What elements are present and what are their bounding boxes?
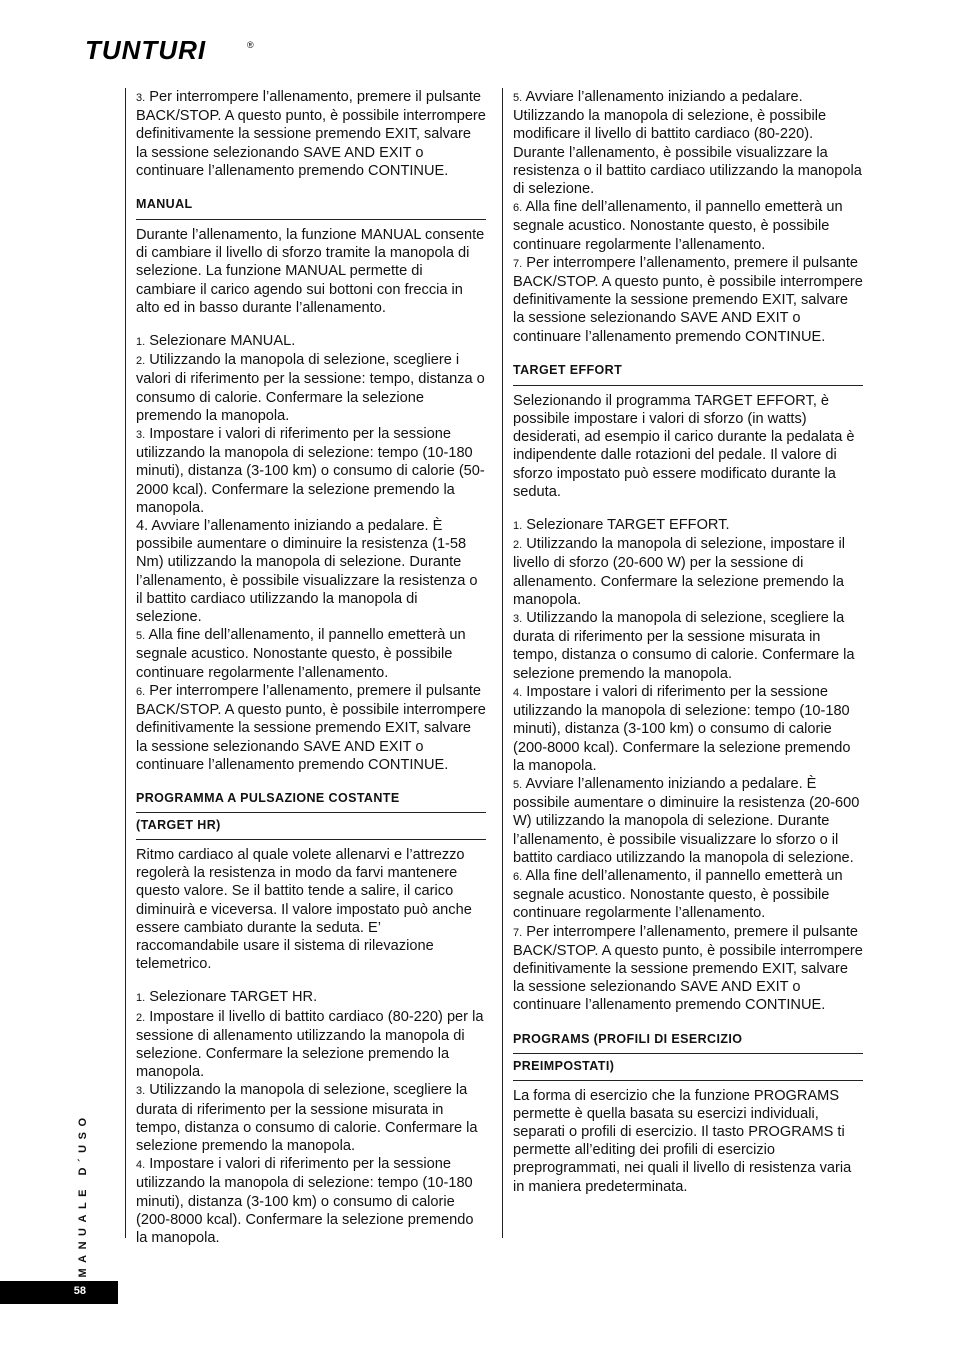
tunturi-logo: [85, 36, 260, 66]
numbered-step: [513, 609, 863, 683]
left-margin-rule: [125, 88, 126, 1238]
paragraph-spacer: [136, 317, 486, 332]
registered-mark: ®: [247, 40, 254, 50]
step-number: 5.: [513, 778, 523, 791]
numbered-step: [513, 88, 863, 198]
paragraph-text: Utilizzando la manopola di selezione, impostare il livello di sforzo (20-600 W) per la sessione di allenamento. Confermare la selezione premendo la manopola.: [513, 536, 846, 608]
body-paragraph: [513, 1087, 863, 1196]
body-paragraph: [513, 392, 863, 501]
side-label: [68, 1112, 98, 1278]
numbered-step: [136, 425, 486, 517]
numbered-step: [513, 516, 863, 535]
step-number: 6.: [513, 870, 523, 883]
numbered-step: [136, 351, 486, 425]
paragraph-text: Selezionando il programma TARGET EFFORT, è possibile impostare i valori di sforzo (in watts) desiderati, ad esempio il carico durante la pedalata è indipendente dalle rotazioni del pedale. Il valore di sforzo impostato può essere modificato durante la seduta.: [513, 392, 855, 500]
numbered-step: [136, 682, 486, 774]
paragraph-text: Impostare il livello di battito cardiaco (80-220) per la sessione di allenamento utilizzando la manopola di selezione. Confermare la selezione premendo la manopola.: [136, 1008, 484, 1081]
body-paragraph: [136, 226, 486, 317]
step-number: 7.: [513, 926, 523, 939]
paragraph-text: Impostare i valori di riferimento per la sessione utilizzando la manopola di selezione: tempo (10-180 minuti), distanza (3-100 km) o consumo di calorie (200-8000 kcal). Confermare la selezione premendo la manopola.: [136, 1156, 474, 1246]
numbered-step: [136, 88, 486, 180]
paragraph-spacer: [136, 973, 486, 988]
step-number: 4.: [513, 686, 523, 699]
numbered-step: [136, 1008, 486, 1082]
numbered-step: [513, 198, 863, 254]
step-number: 1.: [136, 992, 146, 1005]
step-number: 4.: [136, 1159, 146, 1172]
section-heading-line: PROGRAMMA A PULSAZIONE COSTANTE: [136, 774, 486, 813]
numbered-step: [136, 1155, 486, 1247]
section-heading-line: PREIMPOSTATI): [513, 1054, 863, 1081]
body-paragraph: [136, 846, 486, 973]
paragraph-text: Alla fine dell’allenamento, il pannello emetterà un segnale acustico. Nonostante questo, è possibile continuare regolarmente l’allenamento.: [136, 627, 466, 681]
section-heading: [136, 774, 486, 840]
step-number: 5.: [513, 92, 523, 104]
column-divider-rule: [502, 88, 503, 1238]
numbered-step: [513, 254, 863, 346]
step-number: 3.: [136, 429, 146, 442]
paragraph-text: Per interrompere l’allenamento, premere il pulsante BACK/STOP. A questo punto, è possibile interrompere definitivamente la sessione premendo EXIT, salvare la sessione selezionando SAVE AND EXIT o continuare l’allenamento premendo CONTINUE.: [513, 254, 863, 345]
paragraph-text: Avviare l’allenamento iniziando a pedalare. Utilizzando la manopola di selezione, è possibile modificare il livello di battito cardiaco (80-220). Durante l’allenamento, è possibile visualizzare la resistenza o il battito cardiaco utilizzando la manopola di selezione.: [513, 89, 862, 198]
section-heading: TARGET EFFORT: [513, 346, 863, 386]
step-number: 1.: [513, 520, 523, 533]
page-number: 58: [73, 1285, 86, 1297]
paragraph-text: Impostare i valori di riferimento per la sessione utilizzando la manopola di selezione: tempo (10-180 minuti), distanza (3-100 km) o consumo di calorie (50-2000 kcal). Confermare la selezione premendo la manopola.: [136, 426, 485, 516]
numbered-step: [513, 775, 863, 867]
step-number: 5.: [136, 630, 146, 643]
left-column: [136, 88, 486, 1247]
paragraph-text: Ritmo cardiaco al quale volete allenarvi e l’attrezzo regolerà la resistenza in modo da farvi mantenere questo valore. Se il battito tende a salire, il carico diminuirà e viceversa. Il valore impostato può anche essere cambiato durante la seduta. E’ raccomandabile usare il sistema di rilevazione telemetrico.: [136, 846, 472, 973]
numbered-step: [513, 683, 863, 775]
numbered-step: [513, 923, 863, 1015]
step-number: 2.: [513, 539, 523, 552]
numbered-step: [136, 1081, 486, 1155]
paragraph-text: Per interrompere l’allenamento, premere il pulsante BACK/STOP. A questo punto, è possibile interrompere definitivamente la sessione premendo EXIT, salvare la sessione selezionando SAVE AND EXIT o continuare l’allenamento premendo CONTINUE.: [136, 682, 486, 773]
paragraph-text: Utilizzando la manopola di selezione, scegliere la durata di riferimento per la sessione misurata in tempo, distanza o consumo di calorie. Confermare la selezione premendo la manopola.: [136, 1082, 478, 1154]
numbered-step: [513, 867, 863, 923]
paragraph-text: Selezionare TARGET HR.: [149, 989, 318, 1006]
step-number: 7.: [513, 257, 523, 270]
numbered-step: [513, 535, 863, 609]
step-number: 6.: [513, 202, 523, 215]
numbered-step: [136, 988, 486, 1007]
paragraph-text: Per interrompere l’allenamento, premere il pulsante BACK/STOP. A questo punto, è possibile interrompere definitivamente la sessione premendo EXIT, salvare la sessione selezionando SAVE AND EXIT o continuare l’allenamento premendo CONTINUE.: [513, 923, 863, 1014]
numbered-step: [136, 332, 486, 351]
paragraph-text: Avviare l’allenamento iniziando a pedalare. È possibile aumentare o diminuire la resistenza (20-600 W) utilizzando la manopola di selezione. Durante l’allenamento, è possibile visualizzare lo sforzo o il battito cardiaco utilizzando la manopola di selezione.: [513, 775, 860, 866]
paragraph-text: Selezionare MANUAL.: [149, 333, 296, 350]
paragraph-text: Per interrompere l’allenamento, premere il pulsante BACK/STOP. A questo punto, è possibile interrompere definitivamente la sessione premendo EXIT, salvare la sessione selezionando SAVE AND EXIT o continuare l’allenamento premendo CONTINUE.: [136, 89, 486, 179]
step-number: 1.: [136, 336, 146, 349]
section-heading: [513, 1015, 863, 1081]
paragraph-text: Utilizzando la manopola di selezione, scegliere i valori di riferimento per la sessione: tempo, distanza o consumo di calorie. Confermare la selezione premendo la manopola.: [136, 352, 485, 424]
section-heading-line: (TARGET HR): [136, 813, 486, 840]
paragraph-text: Alla fine dell’allenamento, il pannello emetterà un segnale acustico. Nonostante questo, è possibile continuare regolarmente l’allenamento.: [513, 199, 843, 253]
paragraph-text: La forma di esercizio che la funzione PROGRAMS permette è quella basata su esercizi individuali, separati o profili di esercizio. Il tasto PROGRAMS ti permette all’editing dei profili di esercizio preprogrammati, nei quali il livello di resistenza varia in maniera predeterminata.: [513, 1087, 852, 1195]
body-paragraph: [136, 517, 486, 626]
paragraph-text: Utilizzando la manopola di selezione, scegliere la durata di riferimento per la sessione misurata in tempo, distanza o consumo di calorie. Confermare la selezione premendo la manopola.: [513, 610, 855, 682]
page-number-box: [0, 1281, 118, 1304]
step-number: 3.: [136, 92, 146, 104]
paragraph-text: Alla fine dell’allenamento, il pannello emetterà un segnale acustico. Nonostante questo, è possibile continuare regolarmente l’allenamento.: [513, 867, 843, 922]
numbered-step: [136, 626, 486, 682]
step-number: 3.: [513, 613, 523, 626]
step-number: 2.: [136, 355, 146, 368]
paragraph-text: Impostare i valori di riferimento per la sessione utilizzando la manopola di selezione: tempo (10-180 minuti), distanza (3-100 km) o consumo di calorie (200-8000 kcal). Confermare la selezione premendo la manopola.: [513, 683, 851, 774]
paragraph-text: Durante l’allenamento, la funzione MANUAL consente di cambiare il livello di sforzo tramite la manopola di selezione. La funzione MANUAL permette di cambiare il carico agendo sui bottoni con freccia in alto ed in basso durante l’allenamento.: [136, 227, 485, 316]
paragraph-text: Selezionare TARGET EFFORT.: [526, 517, 730, 534]
logo-wordmark: TUNTURI: [85, 36, 207, 65]
step-number: 2.: [136, 1011, 146, 1024]
paragraph-text: 4. Avviare l’allenamento iniziando a pedalare. È possibile aumentare o diminuire la resistenza (1-58 Nm) utilizzando la manopola di selezione. Durante l’allenamento, è possibile visualizzare la resistenza o il battito cardiaco utilizzando la manopola di selezione.: [136, 518, 478, 626]
paragraph-spacer: [513, 501, 863, 516]
step-number: 3.: [136, 1085, 146, 1098]
tunturi-logo-mark: [85, 36, 260, 66]
section-heading-line: PROGRAMS (PROFILI DI ESERCIZIO: [513, 1015, 863, 1054]
right-column: [513, 88, 863, 1196]
manual-label: MANUALE D´USO: [77, 1112, 89, 1278]
step-number: 6.: [136, 685, 146, 698]
section-heading: MANUAL: [136, 180, 486, 220]
